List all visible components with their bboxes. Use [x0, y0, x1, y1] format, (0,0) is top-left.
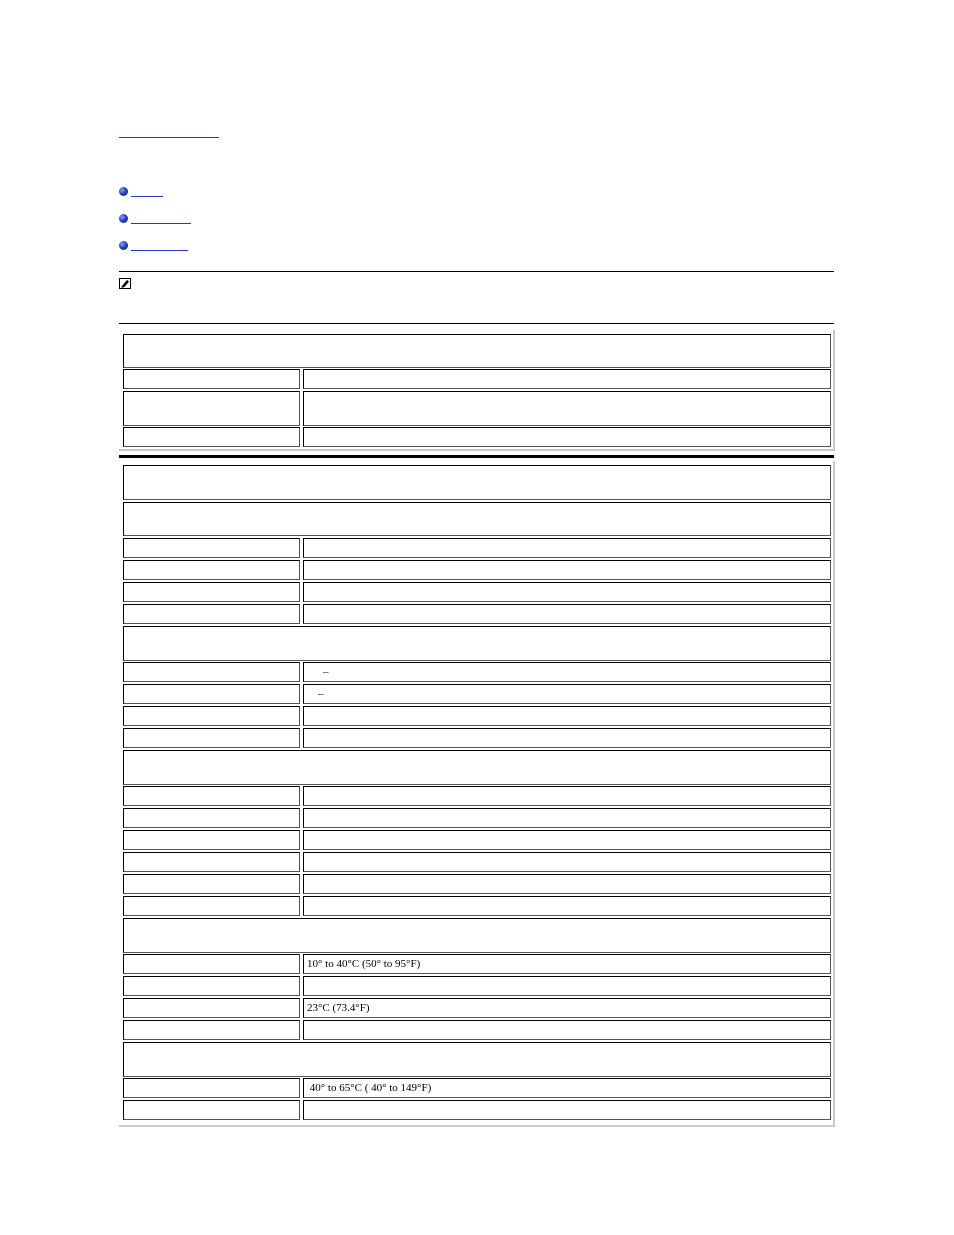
value-cell: [303, 728, 831, 748]
label-cell: [123, 684, 300, 704]
label-cell: [123, 830, 300, 850]
table-row: [123, 662, 831, 682]
thick-divider: [119, 455, 834, 458]
value-cell: [303, 976, 831, 996]
value-cell: [303, 1020, 831, 1040]
value-cell: [303, 1100, 831, 1120]
label-cell: [123, 786, 300, 806]
table-row: [123, 1020, 831, 1040]
bullet-icon: [119, 214, 128, 223]
table-row: [123, 502, 831, 536]
label-cell: [123, 706, 300, 726]
label-cell: [123, 728, 300, 748]
label-cell: [123, 896, 300, 916]
value-cell: [303, 560, 831, 580]
value-cell: [303, 684, 831, 704]
table-row: [123, 918, 831, 953]
table-row: [123, 750, 831, 785]
table-row: [123, 427, 831, 447]
table-row: [123, 954, 831, 974]
section-header-cell: [123, 465, 831, 500]
value-cell: [303, 538, 831, 558]
section-header-cell: [123, 750, 831, 785]
table-row: [123, 976, 831, 996]
label-cell: [123, 1100, 300, 1120]
nav-link[interactable]: [131, 213, 191, 224]
table-row: [123, 369, 831, 389]
table-row: [123, 560, 831, 580]
value-cell: [303, 706, 831, 726]
table-row: [123, 706, 831, 726]
label-cell: [123, 662, 300, 682]
dash-text: –: [318, 688, 324, 700]
bullet-icon: [119, 187, 128, 196]
value-cell: [303, 369, 831, 389]
nav-link[interactable]: [131, 186, 163, 197]
operating-temperature-value: 10° to 40°C (50° to 95°F): [307, 958, 421, 970]
value-cell: [303, 662, 831, 682]
table-row: [123, 998, 831, 1018]
label-cell: [123, 391, 300, 426]
table-row: [123, 808, 831, 828]
value-cell: [303, 998, 831, 1018]
table-row: [123, 582, 831, 602]
divider: [119, 271, 834, 272]
spec-table-2: [119, 461, 835, 1127]
label-cell: [123, 976, 300, 996]
label-cell: [123, 852, 300, 872]
section-header-cell: [123, 626, 831, 661]
dash-text: –: [323, 666, 329, 678]
label-cell: [123, 582, 300, 602]
label-cell: [123, 604, 300, 624]
value-cell: [303, 604, 831, 624]
value-cell: [303, 427, 831, 447]
value-cell: [303, 391, 831, 426]
label-cell: [123, 369, 300, 389]
label-cell: [123, 538, 300, 558]
table-row: [123, 830, 831, 850]
value-cell: [303, 954, 831, 974]
table-row: [123, 604, 831, 624]
section-header-cell: [123, 502, 831, 536]
table-row: [123, 896, 831, 916]
label-cell: [123, 560, 300, 580]
table-row: [123, 391, 831, 426]
table-row: [123, 786, 831, 806]
label-cell: [123, 427, 300, 447]
label-cell: [123, 998, 300, 1018]
label-cell: [123, 874, 300, 894]
table-row: [123, 465, 831, 500]
table-row: [123, 1042, 831, 1077]
value-cell: [303, 852, 831, 872]
top-link[interactable]: [119, 128, 219, 138]
value-cell: [303, 582, 831, 602]
table-row: [123, 1100, 831, 1120]
table-row: [123, 874, 831, 894]
reference-temperature-value: 23°C (73.4°F): [307, 1002, 370, 1014]
table-row: [123, 538, 831, 558]
nav-link[interactable]: [131, 240, 188, 251]
label-cell: [123, 954, 300, 974]
storage-temperature-value: 40° to 65°C ( 40° to 149°F): [307, 1082, 432, 1094]
value-cell: [303, 830, 831, 850]
value-cell: [303, 808, 831, 828]
value-cell: [303, 874, 831, 894]
section-header-cell: [123, 918, 831, 953]
section-header-cell: [123, 1042, 831, 1077]
value-cell: [303, 896, 831, 916]
label-cell: [123, 1078, 300, 1098]
table-row: [123, 334, 831, 368]
bullet-icon: [119, 241, 128, 250]
table-row: [123, 684, 831, 704]
table-row: [123, 626, 831, 661]
label-cell: [123, 808, 300, 828]
table-row: [123, 1078, 831, 1098]
note-icon: [119, 278, 131, 289]
spec-table-1: [119, 330, 835, 451]
table-row: [123, 852, 831, 872]
section-header-cell: [123, 334, 831, 368]
table-row: [123, 728, 831, 748]
value-cell: [303, 786, 831, 806]
divider: [119, 323, 834, 324]
value-cell: [303, 1078, 831, 1098]
label-cell: [123, 1020, 300, 1040]
